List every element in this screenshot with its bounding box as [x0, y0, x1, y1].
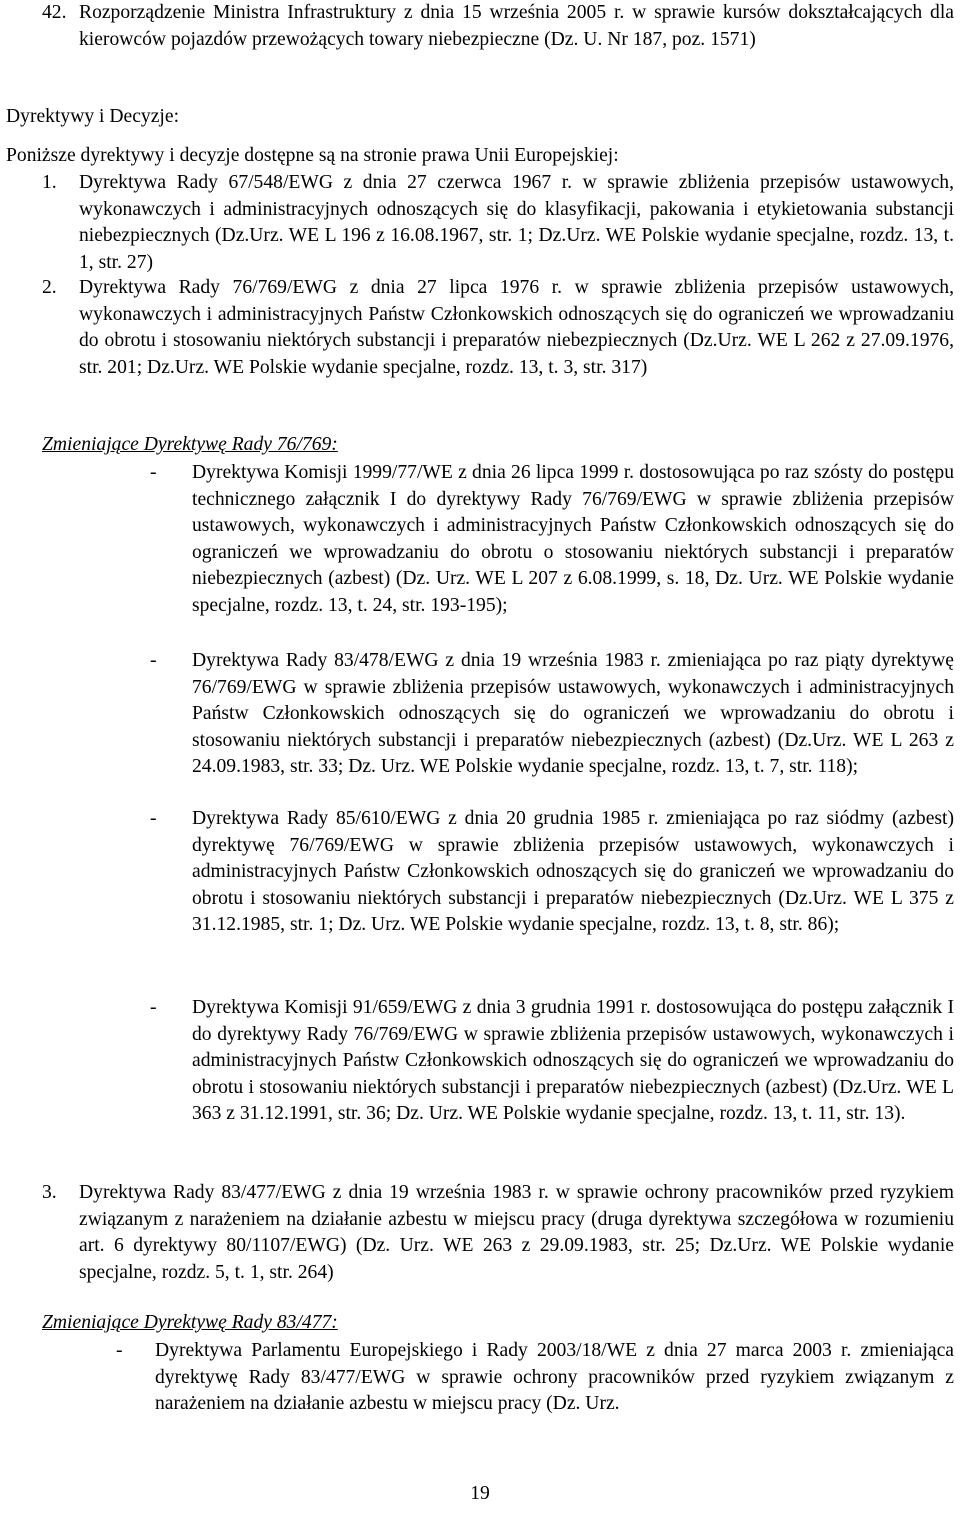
amending-item-text: Dyrektywa Komisji 91/659/EWG z dnia 3 grudnia 1991 r. dostosowująca do postępu załącznik I do dyrektywy Rady 76/769/EWG w sprawie zbliżenia przepisów ustawowych, wykonawczych i administracyjnych Państw Członkowskich odnoszących się do ograniczeń we wprowadzaniu do obrotu i stosowaniu niektórych substancji i preparatów niebezpiecznych (azbest) (Dz.Urz. WE L 363 z 31.12.1991, str. 36; Dz. Urz. WE Polskie wydanie specjalne, rozdz. 13, t. 11, str. 13). [192, 997, 954, 1125]
amending-item-text: Dyrektywa Rady 85/610/EWG z dnia 20 grudnia 1985 r. zmieniająca po raz siódmy (azbest) dyrektywę 76/769/EWG w sprawie zbliżenia przepisów ustawowych, wykonawczych i administracyjnych Państw Członkowskich odnoszących się do graniczeń we wprowadzaniu do obrotu i stosowaniu niektórych substancji i preparatów niebezpiecznych (Dz.Urz. WE L 375 z 31.12.1985, str. 1; Dz. Urz. WE Polskie wydanie specjalne, rozdz. 13, t. 8, str. 86); [192, 808, 954, 936]
dash-bullet: - [150, 650, 157, 671]
directive-number: 2. [42, 277, 57, 298]
list-item-42 [42, 0, 954, 53]
section-heading-text: Dyrektywy i Decyzje: [6, 106, 180, 127]
page-number: 19 [470, 1483, 490, 1504]
amending-item-text: Dyrektywa Komisji 1999/77/WE z dnia 26 lipca 1999 r. dostosowująca po raz szósty do postępu technicznego załącznik I do dyrektywy Rady 76/769/EWG w sprawie zbliżenia przepisów ustawowych, wykonawczych i administracyjnych Państw Członkowskich odnoszących się do ograniczeń we wprowadzaniu do obrotu o stosowaniu niektórych substancji i preparatów niebezpiecznych (azbest) (Dz. Urz. WE L 207 z 6.08.1999, s. 18, Dz. Urz. WE Polskie wydanie specjalne, rozdz. 13, t. 24, str. 193-195); [192, 462, 954, 616]
dash-bullet: - [150, 808, 157, 829]
amending-heading-text: Zmieniające Dyrektywę Rady 76/769: [42, 434, 338, 455]
directive-item-2 [42, 275, 954, 381]
amending-item-text: Dyrektywa Parlamentu Europejskiego i Rady 2003/18/WE z dnia 27 marca 2003 r. zmieniająca dyrektywę Rady 83/477/EWG w sprawie ochrony pracowników przed ryzykiem związanym z narażeniem na działanie azbestu w miejscu pracy (Dz. Urz. [155, 1340, 954, 1415]
intro-text: Poniższe dyrektywy i decyzje dostępne są na stronie prawa Unii Europejskiej: [6, 145, 619, 166]
amending-item [150, 806, 954, 939]
dash-bullet: - [150, 462, 157, 483]
directive-number: 1. [42, 172, 57, 193]
amending-item-text: Dyrektywa Rady 83/478/EWG z dnia 19 września 1983 r. zmieniająca po raz piąty dyrektywę 76/769/EWG w sprawie zbliżenia przepisów ustawowych, wykonawczych i administracyjnych Państw Członkowskich odnoszących się do ograniczeń we wprowadzaniu do obrotu i stosowaniu niektórych substancji i preparatów niebezpiecznych (azbest) (Dz.Urz. WE L 263 z 24.09.1983, str. 33; Dz. Urz. WE Polskie wydanie specjalne, rozdz. 13, t. 7, str. 118); [192, 650, 954, 778]
amending-heading-83-477 [42, 1310, 942, 1337]
amending-heading-76-769 [42, 432, 942, 459]
directive-text: Dyrektywa Rady 76/769/EWG z dnia 27 lipca 1976 r. w sprawie zbliżenia przepisów ustawowych, wykonawczych i administracyjnych Państw Członkowskich odnoszących się do ograniczeń we wprowadzaniu do obrotu i stosowaniu niektórych substancji i preparatów niebezpiecznych (Dz.Urz. WE L 262 z 27.09.1976, str. 201; Dz.Urz. WE Polskie wydanie specjalne, rozdz. 13, t. 3, str. 317) [79, 277, 954, 378]
amending-item [116, 1338, 954, 1418]
amending-item [150, 460, 954, 620]
list-item-number: 42. [42, 2, 67, 23]
directive-item-1 [42, 170, 954, 276]
directive-item-3 [42, 1180, 954, 1286]
list-item-text: Rozporządzenie Ministra Infrastruktury z dnia 15 września 2005 r. w sprawie kursów dokształcających dla kierowców pojazdów przewożących towary niebezpieczne (Dz. U. Nr 187, poz. 1571) [79, 2, 954, 50]
directive-number: 3. [42, 1182, 57, 1203]
amending-item [150, 995, 954, 1128]
amending-heading-text: Zmieniające Dyrektywę Rady 83/477: [42, 1312, 338, 1333]
section-heading [6, 104, 906, 131]
amending-item [150, 648, 954, 781]
directive-text: Dyrektywa Rady 67/548/EWG z dnia 27 czerwca 1967 r. w sprawie zbliżenia przepisów ustawowych, wykonawczych i administracyjnych odnoszących się do klasyfikacji, pakowania i etykietowania substancji niebezpiecznych (Dz.Urz. WE L 196 z 16.08.1967, str. 1; Dz.Urz. WE Polskie wydanie specjalne, rozdz. 13, t. 1, str. 27) [79, 172, 954, 273]
dash-bullet: - [150, 997, 157, 1018]
intro-paragraph [6, 143, 946, 170]
directive-text: Dyrektywa Rady 83/477/EWG z dnia 19 września 1983 r. w sprawie ochrony pracowników przed ryzykiem związanym z narażeniem na działanie azbestu w miejscu pracy (druga dyrektywa szczegółowa w rozumieniu art. 6 dyrektywy 80/1107/EWG) (Dz. Urz. WE 263 z 29.09.1983, str. 25; Dz.Urz. WE Polskie wydanie specjalne, rozdz. 5, t. 1, str. 264) [79, 1182, 954, 1283]
dash-bullet: - [116, 1340, 123, 1361]
